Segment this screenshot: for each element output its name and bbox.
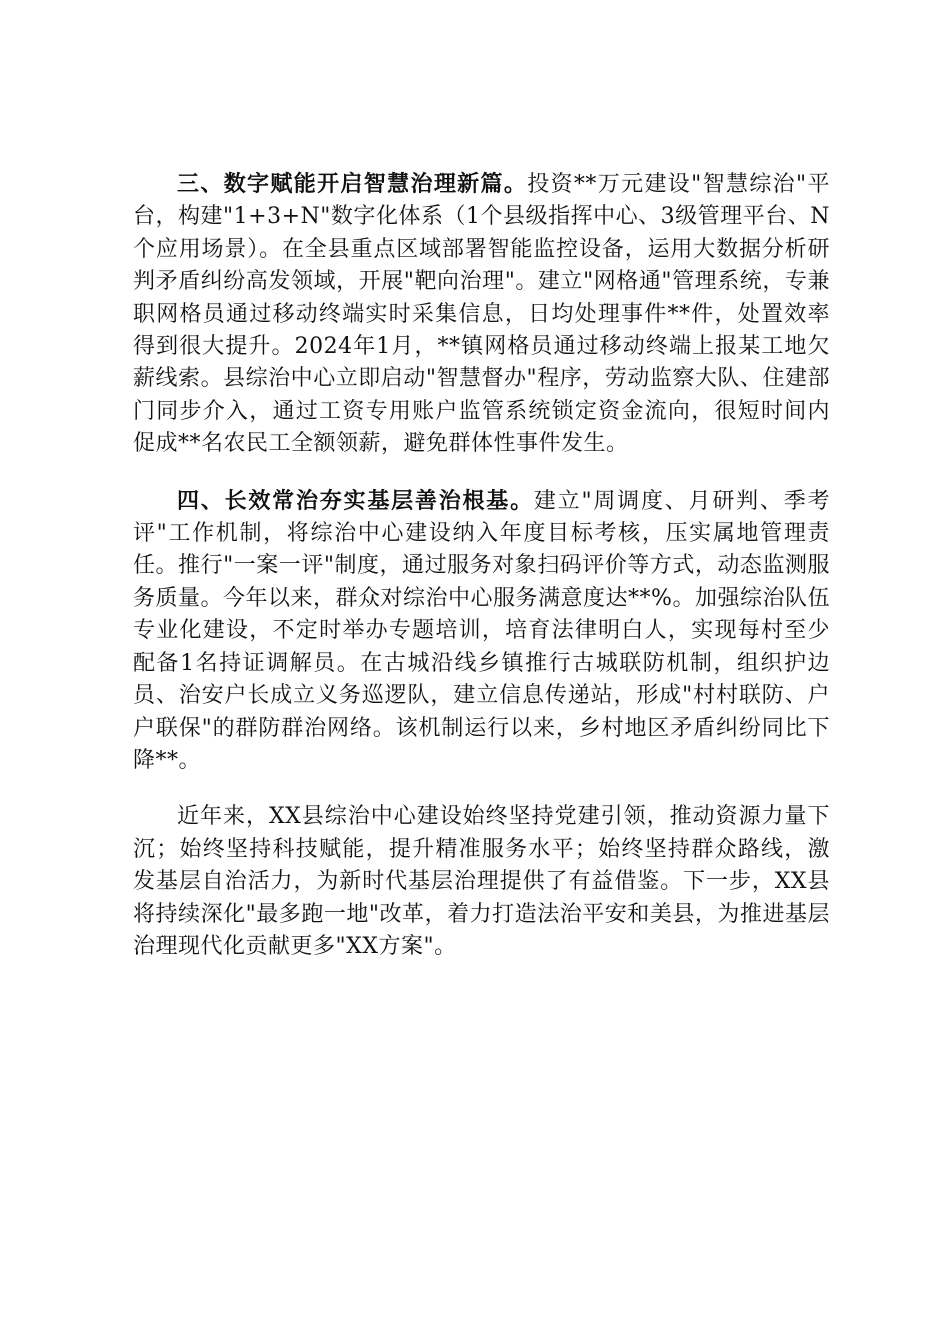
paragraph-heading: 四、长效常治夯实基层善治根基。 (177, 487, 534, 514)
document-page (133, 168, 830, 963)
paragraph-body: 投资**万元建设"智慧综治"平台，构建"1+3+N"数字化体系（1个县级指挥中心、3级管理平台、N个应用场景）。在全县重点区域部署智能监控设备，运用大数据分析研判矛盾纠纷高发领域，开展"靶向治理"。建立"网格通"管理系统，专兼职网格员通过移动终端实时采集信息，日均处理事件**件，处置效率得到很大提升。2024年1月，**镇网格员通过移动终端上报某工地欠薪线索。县综治中心立即启动"智慧督办"程序，劳动监察大队、住建部门同步介入，通过工资专用账户监管系统锁定资金流向，很短时间内促成**名农民工全额领薪，避免群体性事件发生。 (133, 172, 830, 457)
paragraph-heading: 三、数字赋能开启智慧治理新篇。 (177, 171, 528, 197)
paragraph-conclusion (133, 801, 830, 963)
paragraph-digital-governance (133, 168, 830, 461)
paragraph-body: 建立"周调度、月研判、季考评"工作机制，将综治中心建设纳入年度目标考核，压实属地管理责任。推行"一案一评"制度，通过服务对象扫码评价等方式，动态监测服务质量。今年以来，群众对综治中心服务满意度达**%。加强综治队伍专业化建设，不定时举办专题培训，培育法律明白人，实现每村至少配备1名持证调解员。在古城沿线乡镇推行古城联防机制，组织护边员、治安户长成立义务巡逻队，建立信息传递站，形成"村村联防、户户联保"的群防群治网络。该机制运行以来，乡村地区矛盾纠纷同比下降**。 (133, 488, 830, 773)
paragraph-long-term-governance (133, 485, 830, 778)
paragraph-body: 近年来，XX县综治中心建设始终坚持党建引领，推动资源力量下沉；始终坚持科技赋能，提升精准服务水平；始终坚持群众路线，激发基层自治活力，为新时代基层治理提供了有益借鉴。下一步，XX县将持续深化"最多跑一地"改革，着力打造法治平安和美县，为推进基层治理现代化贡献更多"XX方案"。 (133, 804, 830, 959)
